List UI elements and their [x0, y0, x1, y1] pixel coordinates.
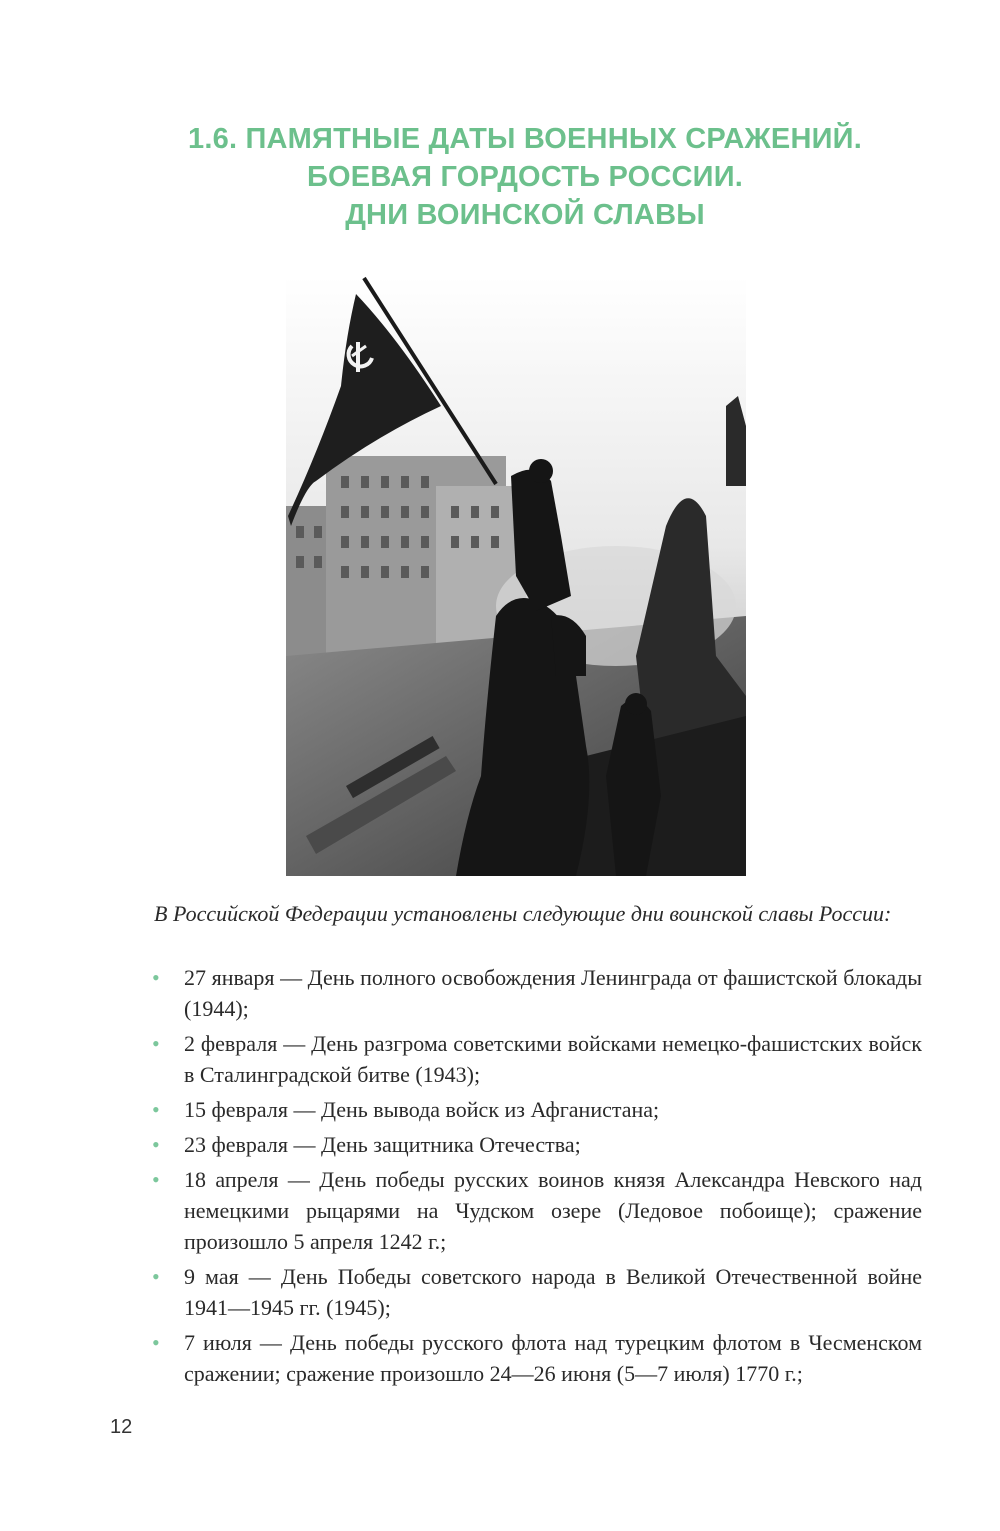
list-item-text: 18 апреля — День победы русских воинов князя Александра Невского над немецкими рыцарями на Чудском озере (Ледовое побоище); сражение произошло 5 апреля 1242 г.; — [184, 1167, 922, 1254]
list-item-text: 2 февраля — День разгрома советскими войсками немецко-фашистских войск в Сталинградской битве (1943); — [184, 1031, 922, 1087]
list-item-text: 15 февраля — День вывода войск из Афганистана; — [184, 1097, 660, 1122]
list-item — [152, 1261, 922, 1323]
heading-line-1: 1.6. ПАМЯТНЫЕ ДАТЫ ВОЕННЫХ СРАЖЕНИЙ. — [188, 123, 862, 155]
list-item-text: 7 июля — День победы русского флота над турецким флотом в Чесменском сражении; сражение произошло 24—26 июня (5—7 июля) 1770 г.; — [184, 1330, 922, 1386]
list-item-text: 9 мая — День Победы советского народа в Великой Отечественной войне 1941—1945 гг. (1945); — [184, 1264, 922, 1320]
historical-photo — [286, 276, 746, 876]
list-item — [152, 1327, 922, 1389]
bullet-icon: • — [152, 1132, 160, 1157]
list-item-text: 27 января — День полного освобождения Ленинграда от фашистской блокады (1944); — [184, 965, 922, 1021]
heading-line-2: БОЕВАЯ ГОРДОСТЬ РОССИИ. — [306, 161, 744, 193]
bullet-icon: • — [152, 1330, 160, 1355]
list-item — [152, 962, 922, 1024]
bullet-icon: • — [152, 1167, 160, 1192]
bullet-icon: • — [152, 1264, 160, 1289]
list-item — [152, 1028, 922, 1090]
list-item-text: 23 февраля — День защитника Отечества; — [184, 1132, 581, 1157]
list-item — [152, 1129, 922, 1160]
bullet-icon: • — [152, 965, 160, 990]
heading-line-3: ДНИ ВОИНСКОЙ СЛАВЫ — [345, 199, 705, 231]
page-heading — [100, 120, 950, 234]
intro-paragraph: В Российской Федерации установлены следующие дни воинской славы России: — [154, 901, 892, 926]
page-number: 12 — [110, 1416, 133, 1438]
military-glory-days-list — [152, 962, 922, 1393]
bullet-icon: • — [152, 1097, 160, 1122]
bullet-icon: • — [152, 1031, 160, 1056]
list-item — [152, 1094, 922, 1125]
list-item — [152, 1164, 922, 1257]
